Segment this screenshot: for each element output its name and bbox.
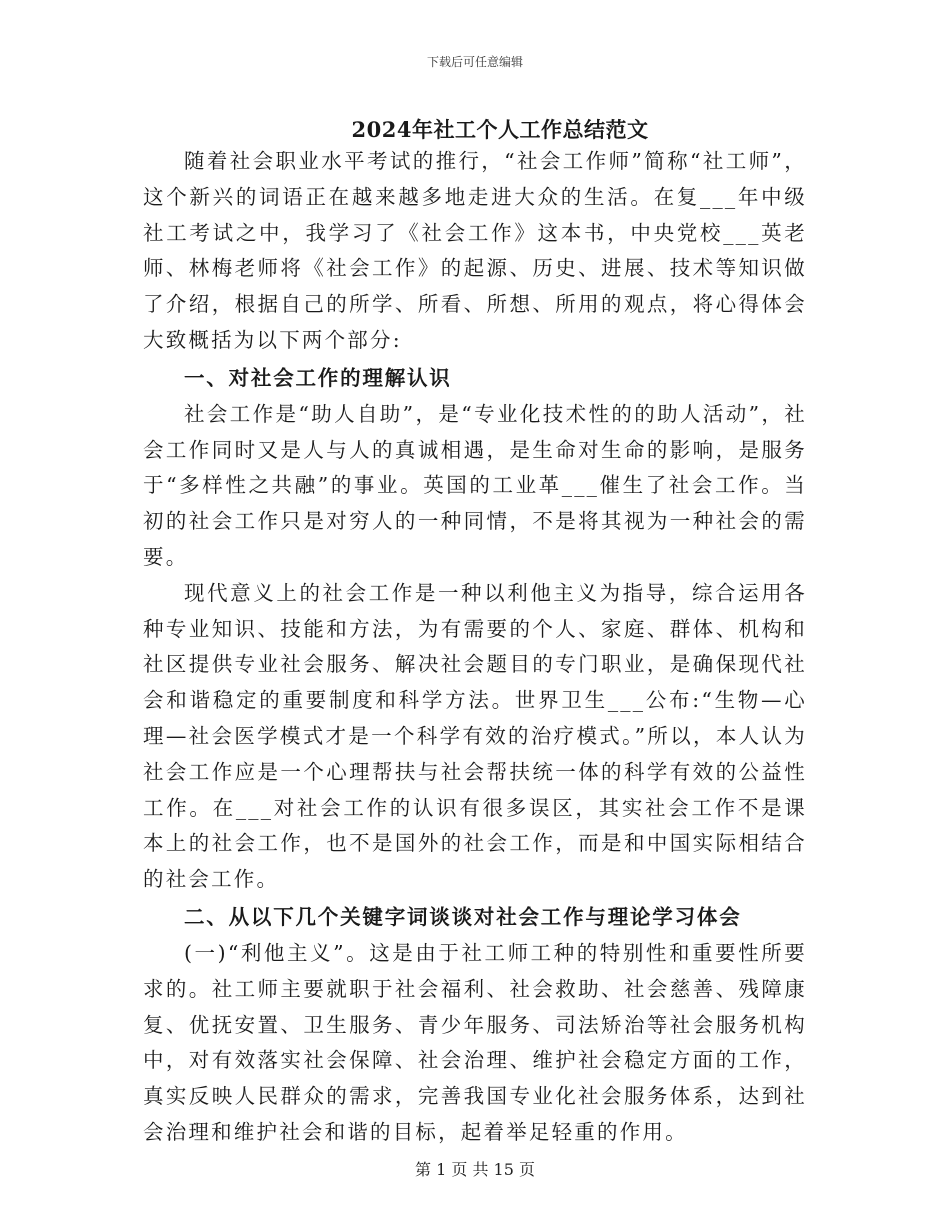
paragraph-altruism: (一)“利他主义”。这是由于社工师工种的特别性和重要性所要求的。社工师主要就职于社会福利、社会救助、社会慈善、残障康复、优抚安置、卫生服务、青少年服务、司法矫治等社会服务机构中，对有效落实社会保障、社会治理、维护社会稳定方面的工作，真实反映人民群众的需求，完善我国专业化社会服务体系，达到社会治理和维护社会和谐的目标，起着举足轻重的作用。 xyxy=(143,940,807,1144)
document-title: 2024年社工个人工作总结范文 xyxy=(351,117,649,142)
paragraph-definition: 社会工作是“助人自助”，是“专业化技术性的的助人活动”，社会工作同时又是人与人的真诚相遇，是生命对生命的影响，是服务于“多样性之共融”的事业。英国的工业革___催生了社会工作。当初的社会工作只是对穷人的一种同情，不是将其视为一种社会的需要。 xyxy=(143,401,807,569)
page-number-footer: 第 1 页 共 15 页 xyxy=(415,1160,535,1179)
document-body xyxy=(143,144,807,1151)
paragraph-intro: 随着社会职业水平考试的推行，“社会工作师”简称“社工师”，这个新兴的词语正在越来越多地走进大众的生活。在复___年中级社工考试之中，我学习了《社会工作》这本书，中央党校___英老师、林梅老师将《社会工作》的起源、历史、进展、技术等知识做了介绍，根据自己的所学、所看、所想、所用的观点，将心得体会大致概括为以下两个部分: xyxy=(143,149,807,352)
section-heading-1: 一、对社会工作的理解认识 xyxy=(184,365,452,390)
header-note: 下载后可任意编辑 xyxy=(426,55,523,69)
section-heading-2: 二、从以下几个关键字词谈谈对社会工作与理论学习体会 xyxy=(184,904,742,929)
paragraph-modern-meaning: 现代意义上的社会工作是一种以利他主义为指导，综合运用各种专业知识、技能和方法，为有需要的个人、家庭、群体、机构和社区提供专业社会服务、解决社会题目的专门职业，是确保现代社会和谐稳定的重要制度和科学方法。世界卫生___公布:“生物—心理—社会医学模式才是一个科学有效的治疗模式。”所以，本人认为社会工作应是一个心理帮扶与社会帮扶统一体的科学有效的公益性工作。在___对社会工作的认识有很多误区，其实社会工作不是课本上的社会工作，也不是国外的社会工作，而是和中国实际相结合的社会工作。 xyxy=(143,580,807,892)
